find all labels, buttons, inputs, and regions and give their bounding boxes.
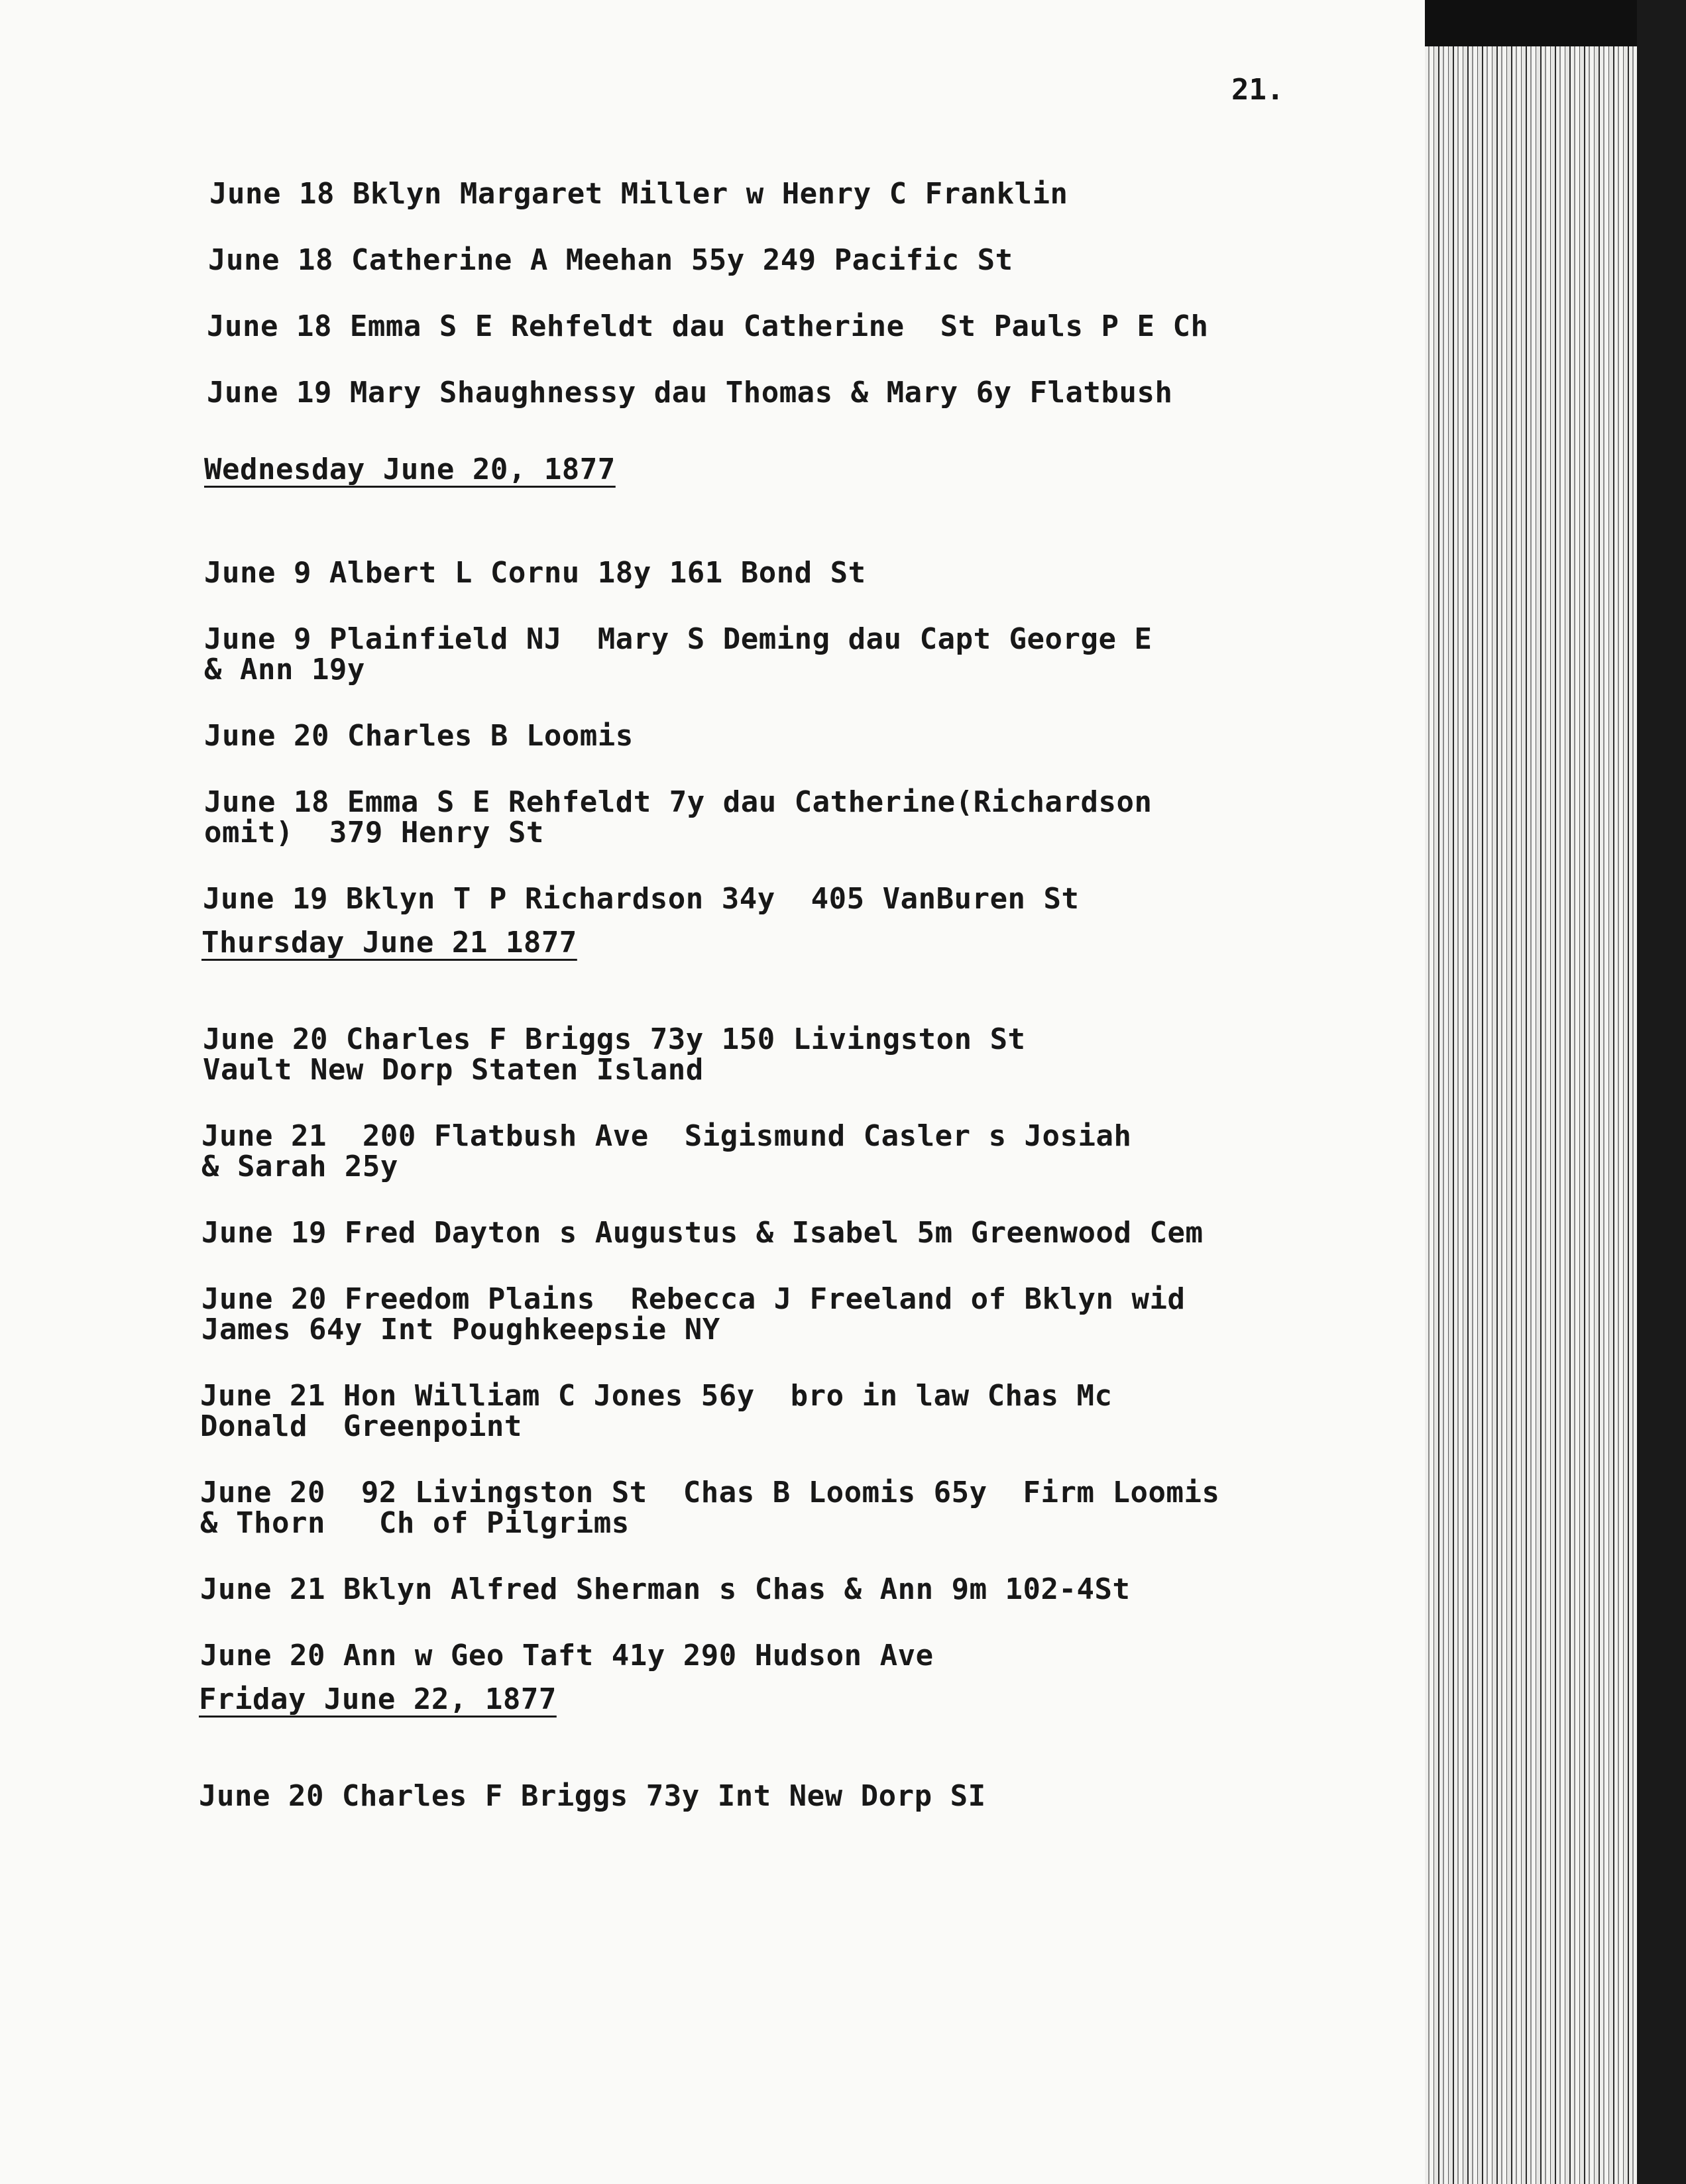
entry-line: June 19 Bklyn T P Richardson 34y 405 VanBuren St	[203, 882, 1080, 916]
entry-line-continued: & Sarah 25y	[201, 1150, 398, 1183]
entry	[208, 245, 1365, 276]
page-number: 21.	[1231, 73, 1284, 107]
entry-line: June 19 Fred Dayton s Augustus & Isabel 5m Greenwood Cem	[201, 1216, 1204, 1250]
entry	[204, 558, 1365, 588]
entry-line: June 18 Catherine A Meehan 55y 249 Pacific St	[208, 243, 1013, 277]
entry-line: June 21 Hon William C Jones 56y bro in law Chas Mc	[200, 1379, 1113, 1413]
entry-line-continued: & Thorn Ch of Pilgrims	[200, 1506, 630, 1540]
entry	[199, 1781, 1365, 1812]
entry-line: June 20 Charles B Loomis	[204, 719, 634, 753]
entries-list	[199, 179, 1365, 1847]
entry	[201, 1121, 1365, 1182]
entry	[201, 1218, 1365, 1248]
date-heading: Wednesday June 20, 1877	[204, 453, 616, 486]
entry-line: June 9 Plainfield NJ Mary S Deming dau Capt George E	[204, 622, 1152, 656]
date-heading: Thursday June 21 1877	[201, 926, 577, 959]
entry	[200, 1574, 1365, 1605]
entry	[204, 721, 1365, 751]
entry-line: June 20 92 Livingston St Chas B Loomis 65y Firm Loomis	[200, 1476, 1220, 1509]
entry	[201, 1284, 1365, 1345]
entry	[203, 884, 1365, 914]
entry	[207, 311, 1365, 342]
entry-line: June 20 Freedom Plains Rebecca J Freeland of Bklyn wid	[201, 1282, 1186, 1316]
entry	[200, 1641, 1365, 1671]
entry	[203, 1024, 1365, 1085]
entry-line: June 20 Ann w Geo Taft 41y 290 Hudson Ave	[200, 1639, 934, 1672]
entry-line: June 18 Emma S E Rehfeldt dau Catherine St Pauls P E Ch	[207, 309, 1209, 343]
entry-line: June 18 Emma S E Rehfeldt 7y dau Catherine(Richardson	[204, 785, 1152, 819]
entry	[204, 624, 1365, 685]
entry	[200, 1478, 1365, 1539]
entry-line: June 21 200 Flatbush Ave Sigismund Casler s Josiah	[201, 1119, 1132, 1153]
entry-line: June 20 Charles F Briggs 73y 150 Livingston St	[203, 1022, 1026, 1056]
entry	[209, 179, 1365, 209]
entry-line-continued: & Ann 19y	[204, 653, 365, 686]
entry-line-continued: omit) 379 Henry St	[204, 816, 544, 849]
entry-line: June 20 Charles F Briggs 73y Int New Dorp SI	[199, 1779, 986, 1813]
entry-line-continued: Donald Greenpoint	[200, 1409, 522, 1443]
entry-line: June 21 Bklyn Alfred Sherman s Chas & Ann 9m 102-4St	[200, 1572, 1131, 1606]
book-edge-shadow-right	[1637, 0, 1686, 2184]
entry	[200, 1381, 1365, 1442]
entry-line: June 18 Bklyn Margaret Miller w Henry C Franklin	[209, 177, 1068, 211]
date-heading: Friday June 22, 1877	[199, 1682, 557, 1716]
entry-line: June 19 Mary Shaughnessy dau Thomas & Mary 6y Flatbush	[207, 376, 1173, 410]
entry	[207, 378, 1365, 408]
entry-line-continued: Vault New Dorp Staten Island	[203, 1053, 704, 1087]
entry	[204, 787, 1365, 848]
entry-line: June 9 Albert L Cornu 18y 161 Bond St	[204, 556, 866, 590]
entry-line-continued: James 64y Int Poughkeepsie NY	[201, 1313, 720, 1346]
